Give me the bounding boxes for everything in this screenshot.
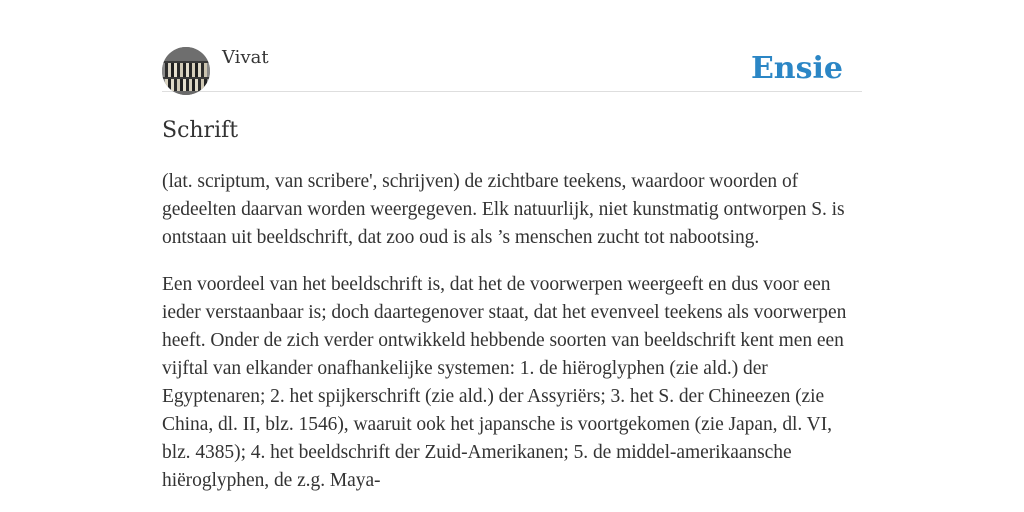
bookshelf-avatar-icon (162, 47, 210, 95)
entry-content (162, 168, 864, 512)
entry-paragraph: Een voordeel van het beeldschrift is, dat het de voorwerpen weergeeft en dus voor een ieder verstaanbaar is; doch daartegenover staat, dat het evenveel teekens als voorwerpen heeft. Onder de zich verder ontwikkeld hebbende soorten van beeldschrift kent men een vijftal van elkander onafhankelijke systemen: 1. de hiëroglyphen (zie ald.) der Egyptenaren; 2. het spijkerschrift (zie ald.) der Assyriërs; 3. het S. der Chineezen (zie China, dl. II, blz. 1546), waaruit ook het japansche is voortgekomen (zie Japan, dl. VI, blz. 4385); 4. het beeldschrift der Zuid-Amerikanen; 5. de middel-amerikaansche hiëroglyphen, de z.g. Maya- (162, 274, 847, 491)
header (162, 0, 862, 92)
page-container (162, 0, 862, 491)
author-name[interactable]: Vivat (222, 47, 269, 68)
author-avatar[interactable] (162, 47, 210, 95)
entry-paragraph: (lat. scriptum, van scribere', schrijven) de zichtbare teekens, waardoor woorden of gedeelten daarvan worden weergegeven. Elk natuurlijk, niet kunstmatig ontworpen S. is ontstaan uit beeldschrift, dat zoo oud is als ’s menschen zucht tot nabootsing. (162, 171, 845, 248)
brand-logo[interactable]: Ensie (750, 51, 843, 86)
entry-title: Schrift (162, 118, 239, 143)
